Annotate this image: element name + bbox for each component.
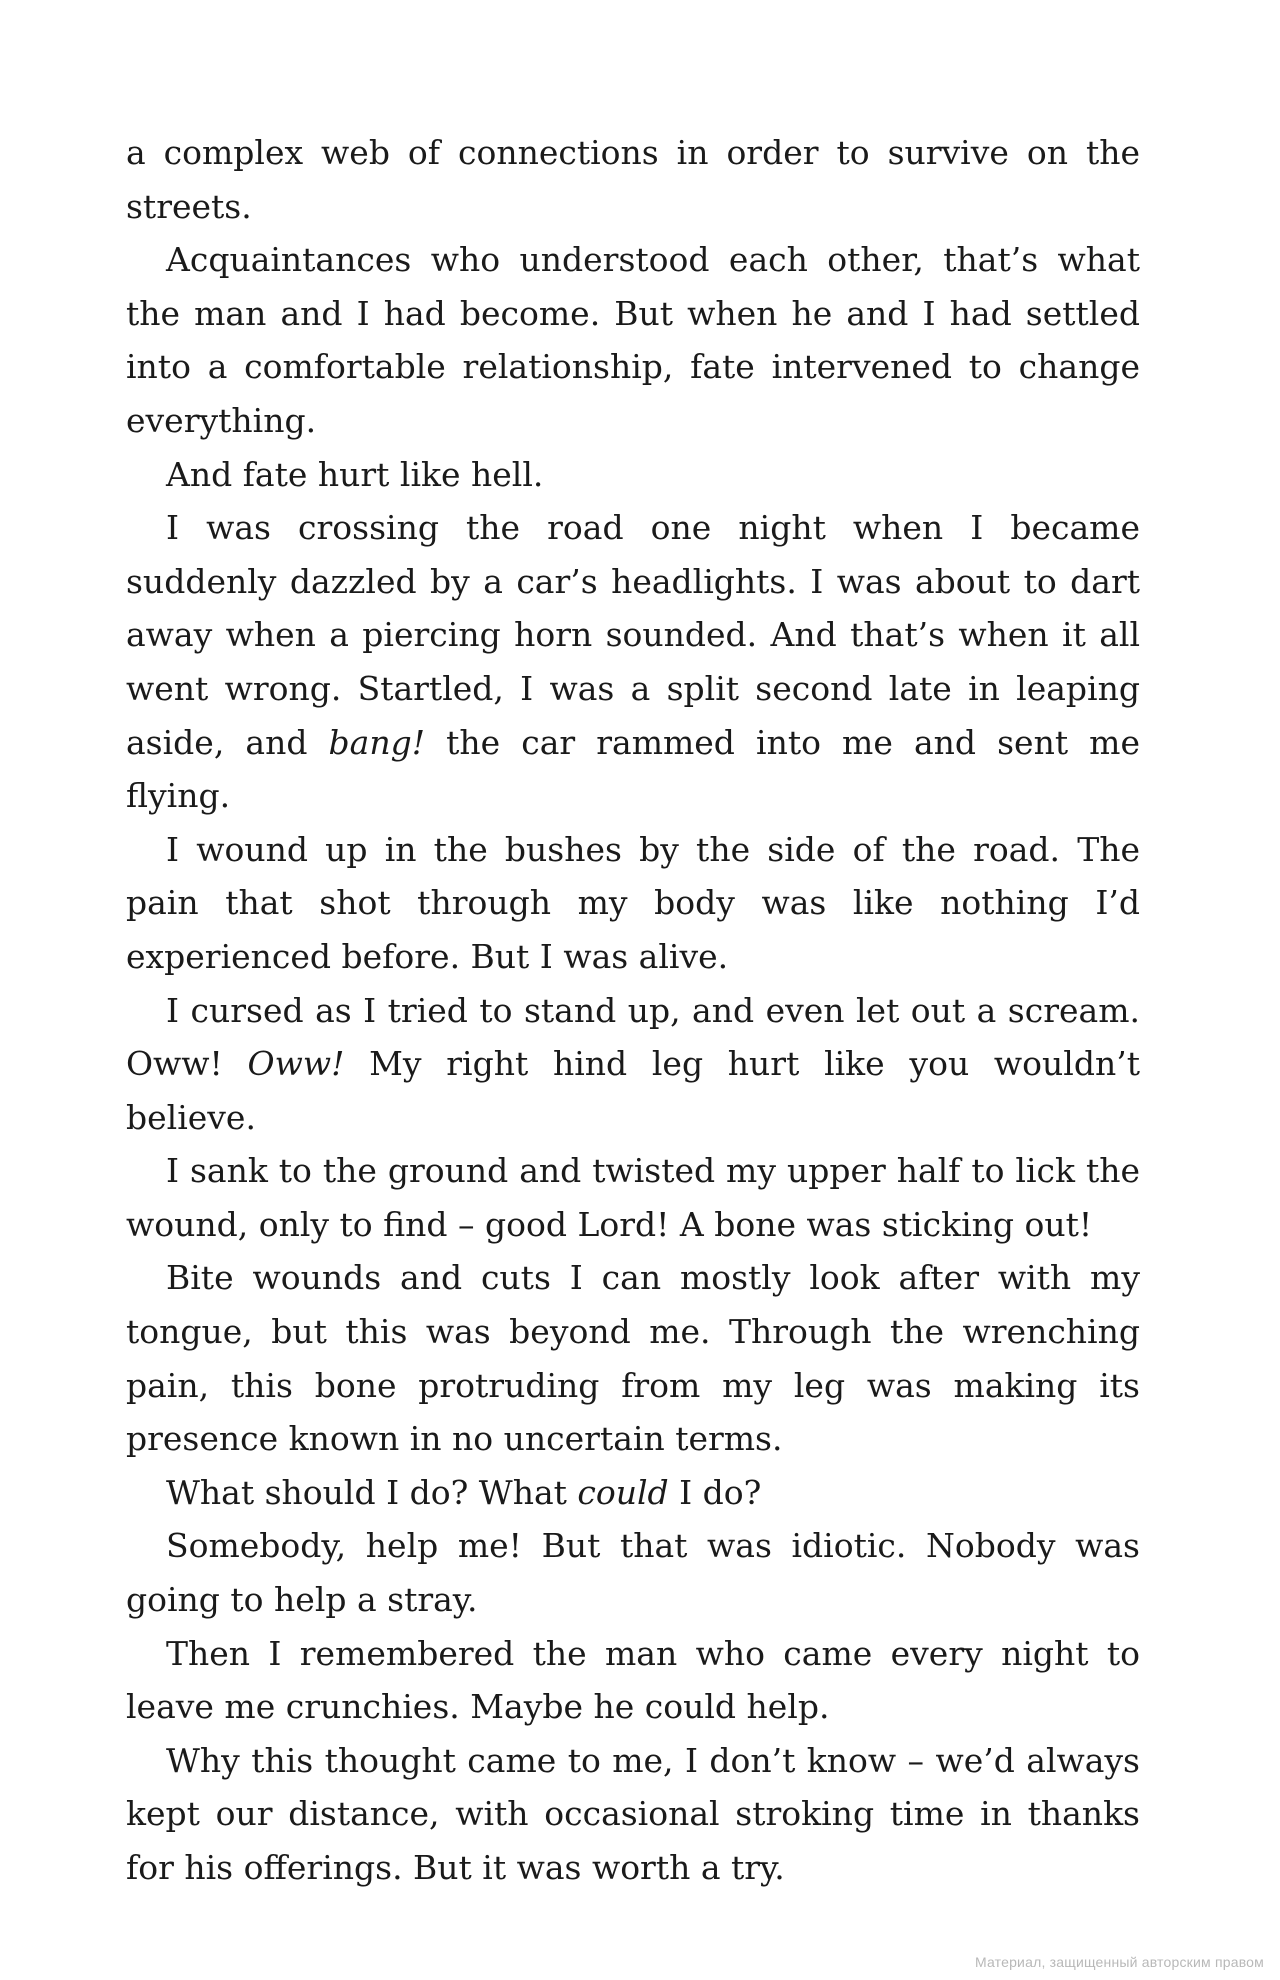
paragraph-text: What should I do? What bbox=[166, 1472, 578, 1512]
paragraph-text: I wound up in the bushes by the side of the road. The pain that shot through my body was like nothing I’d experienced before. But I was alive. bbox=[126, 829, 1140, 976]
copyright-watermark: Материал, защищенный авторским правом bbox=[974, 1954, 1264, 1970]
paragraph-text: My right hind leg hurt like you wouldn’t believe. bbox=[126, 1044, 1140, 1137]
paragraph-text: Why this thought came to me, I don’t know – we’d always kept our distance, with occasional stroking time in thanks for his offerings. But it was worth a try. bbox=[126, 1740, 1140, 1887]
emphasis-text: could bbox=[577, 1472, 669, 1512]
paragraph bbox=[126, 126, 1140, 233]
paragraph bbox=[126, 501, 1140, 823]
paragraph-text: Acquaintances who understood each other, that’s what the man and I had become. But when he and I had settled into a comfortable relationship, fate intervened to change everything. bbox=[126, 240, 1140, 440]
emphasis-text: bang! bbox=[328, 722, 425, 762]
paragraph-text: Then I remembered the man who came every night to leave me crunchies. Maybe he could help. bbox=[126, 1633, 1140, 1727]
paragraph bbox=[126, 1251, 1140, 1465]
paragraph-text: I do? bbox=[668, 1472, 762, 1512]
paragraph bbox=[126, 823, 1140, 984]
paragraph-text: I was crossing the road one night when I became suddenly dazzled by a car’s headlights. I was about to dart away when a piercing horn sounded. And that’s when it all went wrong. Startled, I was a split second late in leaping aside, and bbox=[126, 508, 1140, 762]
paragraph-text: I cursed as I tried to stand up, and even let out a scream. Oww! bbox=[126, 990, 1140, 1084]
emphasis-text: Oww! bbox=[247, 1044, 345, 1084]
paragraph-text: I sank to the ground and twisted my upper half to lick the wound, only to find – good Lord! A bone was sticking out! bbox=[126, 1151, 1140, 1244]
paragraph bbox=[126, 233, 1140, 447]
book-page bbox=[126, 126, 1140, 1895]
paragraph-text: the car rammed into me and sent me flying. bbox=[126, 722, 1140, 816]
paragraph bbox=[126, 984, 1140, 1145]
paragraph-text: And fate hurt like hell. bbox=[166, 454, 544, 494]
paragraph bbox=[126, 1734, 1140, 1895]
paragraph-text: Bite wounds and cuts I can mostly look after with my tongue, but this was beyond me. Through the wrenching pain, this bone protruding from my leg was making its presence known in no uncertain terms. bbox=[126, 1258, 1140, 1459]
paragraph bbox=[126, 1144, 1140, 1251]
paragraph bbox=[126, 1466, 1140, 1520]
paragraph-text: a complex web of connections in order to survive on the streets. bbox=[126, 133, 1140, 226]
paragraph bbox=[126, 448, 1140, 502]
paragraph-text: Somebody, help me! But that was idiotic. Nobody was going to help a stray. bbox=[126, 1526, 1140, 1620]
paragraph bbox=[126, 1627, 1140, 1734]
paragraph bbox=[126, 1519, 1140, 1626]
